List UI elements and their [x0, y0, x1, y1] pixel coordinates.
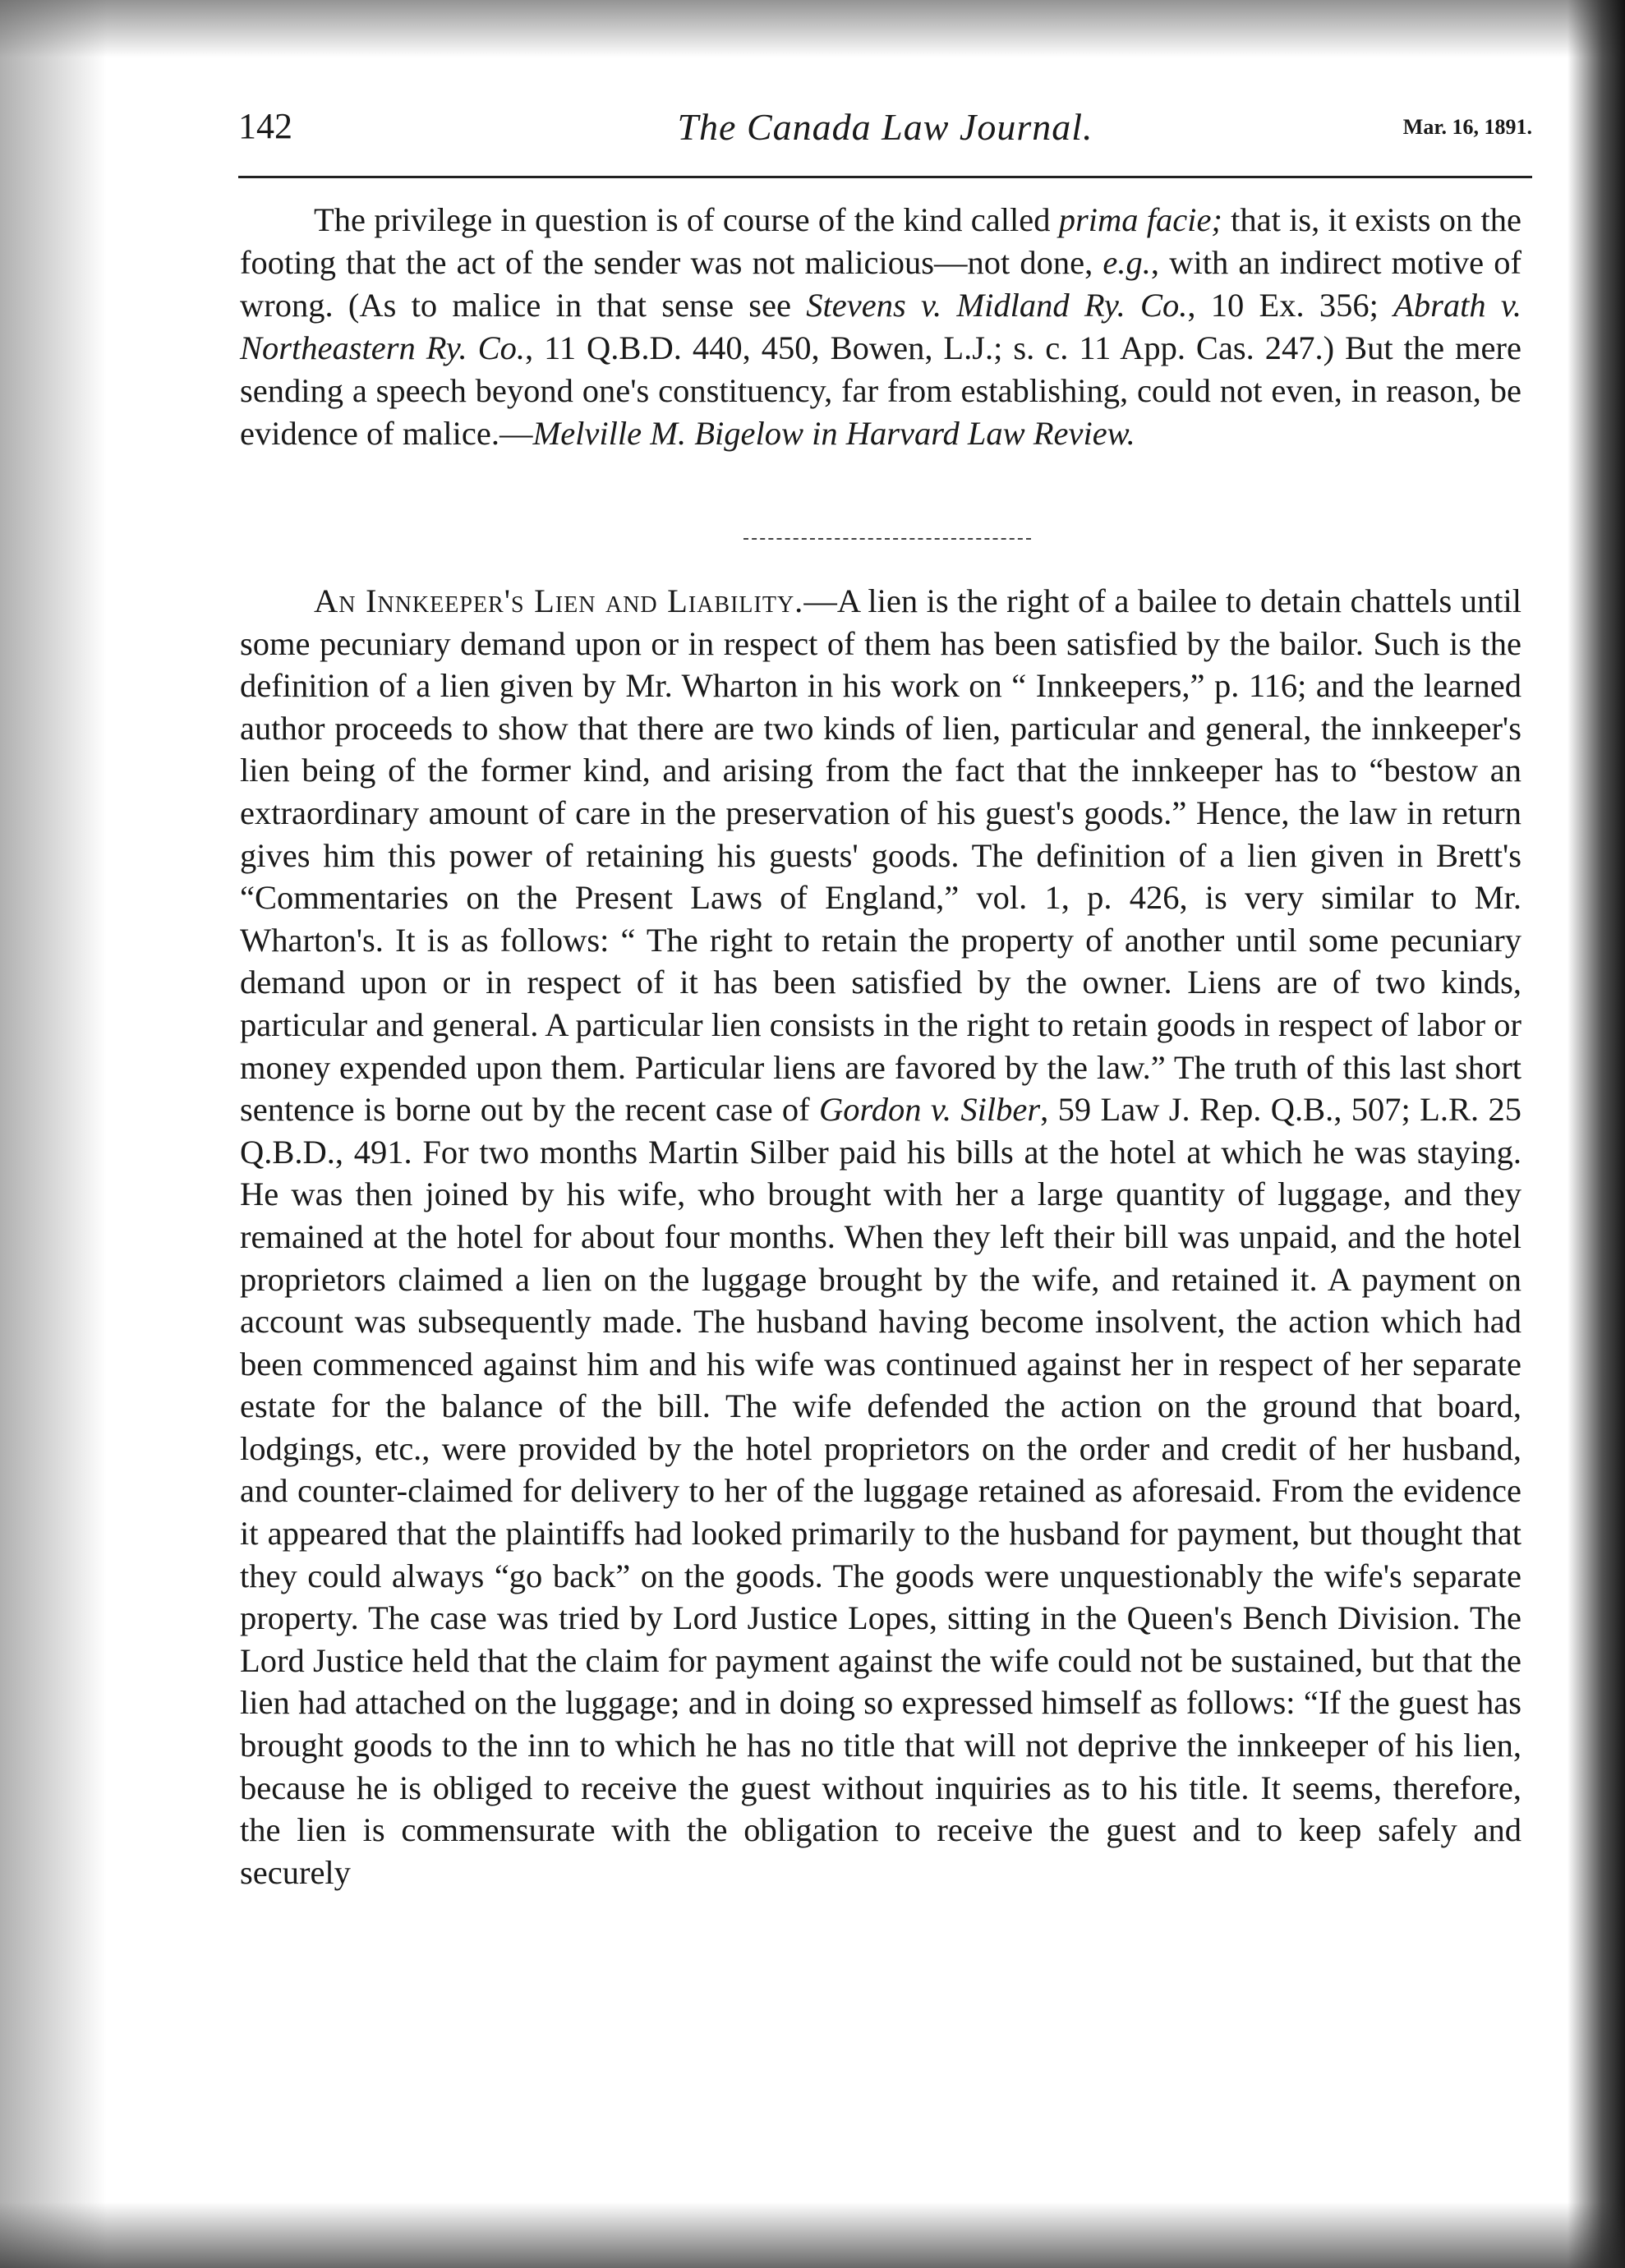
page-number: 142 — [238, 106, 292, 146]
text-segment: that is, it exists on the footing that the act of the sender was not malicious—not done, — [240, 201, 1521, 281]
section-separator — [743, 538, 1031, 540]
scan-shadow-bottom — [0, 2202, 1625, 2268]
text-segment: , with an indirect motive of wrong. (As to malice in that sense see — [240, 244, 1521, 324]
scan-shadow-top — [0, 0, 1625, 58]
text-segment: , 59 Law J. Rep. Q.B., 507; L.R. 25 Q.B.D., 491. For two months Martin Silber paid his bills at the hotel at which he was staying. He was then joined by his wife, who brought with her a large quantity of luggage, and they remained at the hotel for about four months. When they left their bill was unpaid, and the hotel proprietors claimed a lien on the luggage brought by the wife, and retained it. A payment on account was subsequently made. The husband having become insolvent, the action which had been commenced against him and his wife was continued against her in respect of her separate estate for the balance of the bill. The wife defended the action on the ground that board, lodgings, etc., were provided by the hotel proprietors on the order and credit of her husband, and counter-claimed for delivery to her of the luggage retained as aforesaid. From the evidence it appeared that the plaintiffs had looked primarily to the husband for payment, but thought that they could always “go back” on the goods. The goods were unquestionably the wife's separate property. The case was tried by Lord Justice Lopes, sitting in the Queen's Bench Division. The Lord Justice held that the claim for payment against the wife could not be sustained, but that the lien had attached on the luggage; and in doing so expressed himself as follows: “If the guest has brought goods to the inn to which he has no title that will not deprive the innkeeper of his lien, because he is obliged to receive the guest without inquiries as to his title. It seems, therefore, the lien is commensurate with the obligation to receive the guest and to keep safely and securely — [240, 1091, 1521, 1891]
privilege-paragraph — [240, 199, 1521, 455]
case-citation: Abrath v. Northeastern Ry. Co. — [240, 287, 1521, 366]
case-citation: Gordon v. Silber — [819, 1091, 1041, 1129]
scan-shadow-left — [0, 0, 107, 2268]
journal-title: The Canada Law Journal. — [677, 106, 1093, 148]
attribution: Melville M. Bigelow in Harvard Law Review. — [532, 415, 1135, 452]
innkeeper-article — [240, 580, 1521, 1893]
issue-date: Mar. 16, 1891. — [1402, 115, 1532, 139]
privilege-paragraph-block — [240, 199, 1521, 455]
scan-shadow-right — [1567, 0, 1625, 2268]
text-segment: , 10 Ex. 356; — [1187, 287, 1394, 324]
article-heading: An Innkeeper's Lien and Liability. — [314, 582, 804, 619]
running-head — [238, 105, 1532, 154]
text-segment: The privilege in question is of course of the kind called — [314, 201, 1059, 238]
case-citation: Stevens v. Midland Ry. Co. — [806, 287, 1188, 324]
prima-facie-term: prima facie; — [1058, 201, 1222, 238]
text-segment: —A lien is the right of a bailee to detain chattels until some pecuniary demand upon or in respect of them has been satisfied by the bailor. Such is the definition of a lien given by Mr. Wharton in his work on “ Innkeepers,” p. 116; and the learned author proceeds to show that there are two kinds of lien, particular and general, the innkeeper's lien being of the former kind, and arising from the fact that the innkeeper has to “bestow an extraordinary amount of care in the preservation of his guest's goods.” Hence, the law in return gives him this power of retaining his guests' goods. The definition of a lien given in Brett's “Commentaries on the Present Laws of England,” vol. 1, p. 426, is very similar to Mr. Wharton's. It is as follows: “ The right to retain the property of another until some pecuniary demand upon or in respect of it has been satisfied by the owner. Liens are of two kinds, particular and general. A particular lien consists in the right to retain goods in respect of labor or money expended upon them. Particular liens are favored by the law.” The truth of this last short sentence is borne out by the recent case of — [240, 582, 1521, 1129]
text-segment: , 11 Q.B.D. 440, 450, Bowen, L.J.; s. c. 11 App. Cas. 247.) But the mere sending a speech beyond one's constituency, far from establishing, could not even, in reason, be evidence of malice.— — [240, 329, 1521, 452]
eg-abbreviation: e.g. — [1103, 244, 1151, 281]
article-paragraph — [240, 580, 1521, 1893]
header-rule — [238, 176, 1532, 178]
